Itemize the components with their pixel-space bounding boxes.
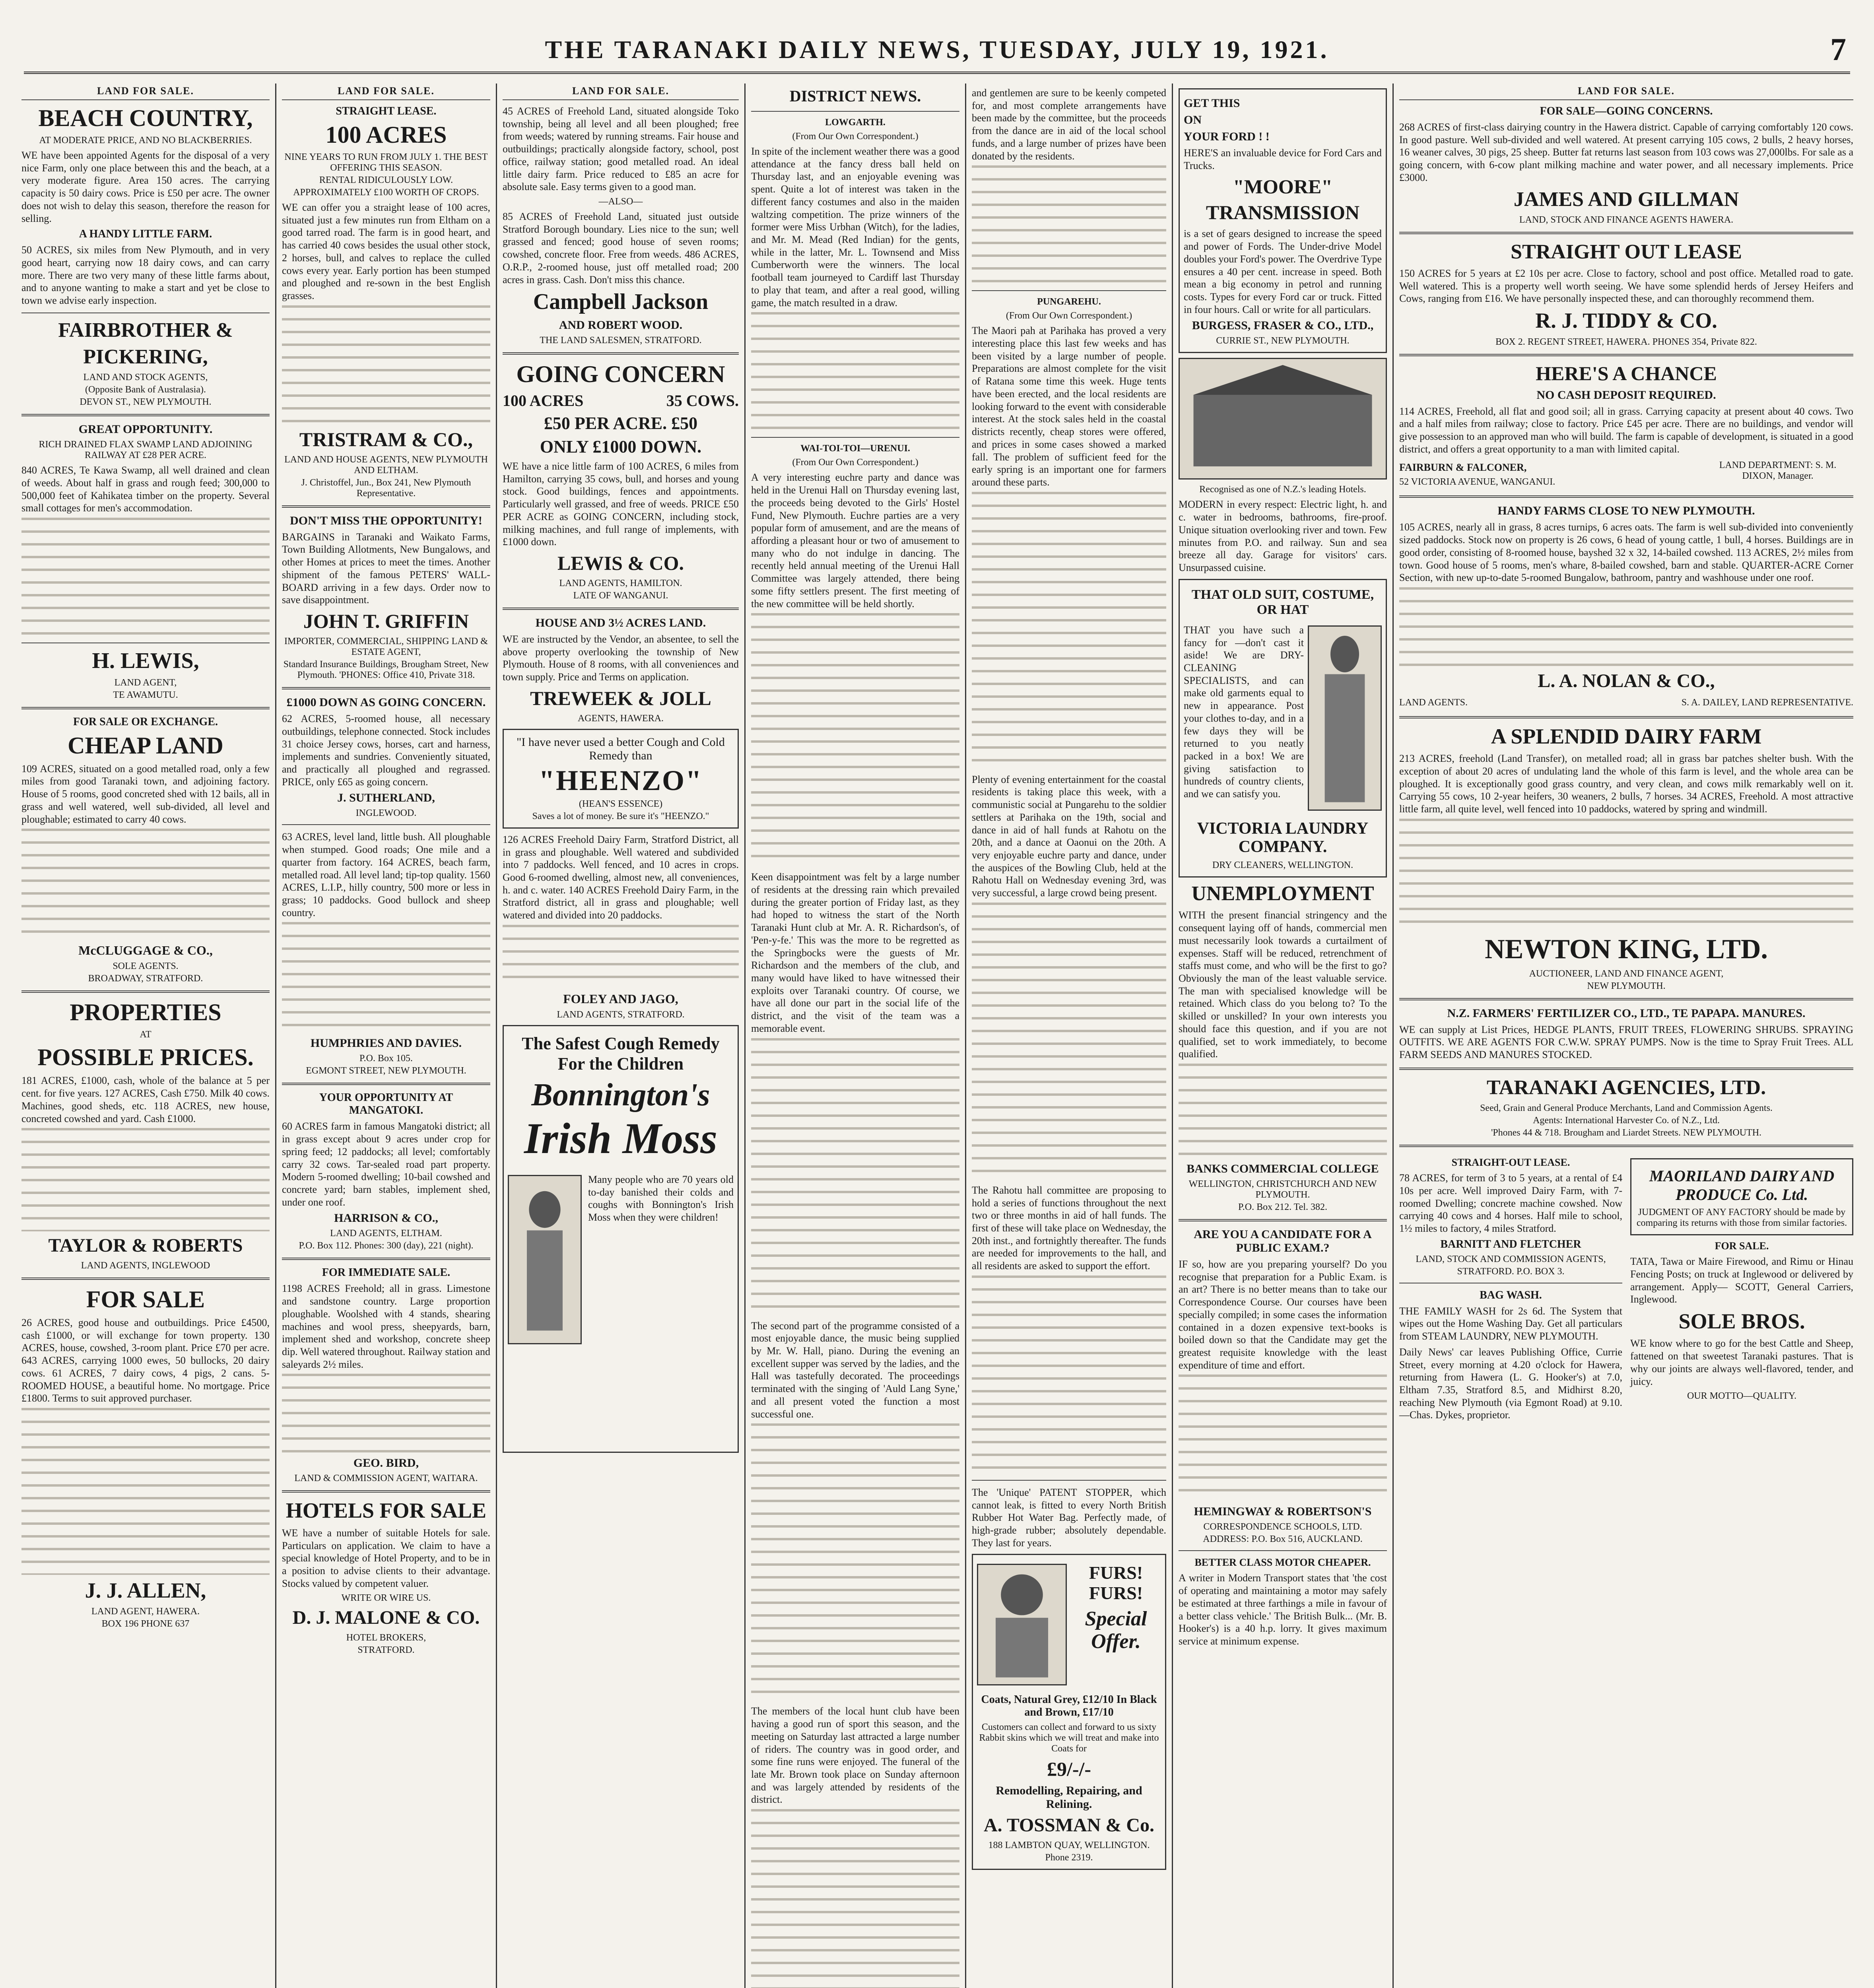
agent-detail: Standard Insurance Buildings, Brougham Street, New Plymouth. 'PHONES: Office 410, Private 318.: [283, 659, 489, 681]
ad-body: 105 ACRES, nearly all in grass, 8 acres turnips, 6 acres oats. The farm is well sub-divided into conveniently sized paddocks. Stock now on property is 26 cows, 6 head of young cattle, 1 bull, 4 horses. Buildings are in good order, consisting of 8-roomed house, bayshed 32 x 32, 14-bailed cowshed. 113 ACRES, 2½ miles from town. Good house of 5 rooms, men's whare, 8-bailed cowshed, barn and stable. QUARTER-ACRE Corner Section, with new up-to-date 5-roomed Bungalow, bathroom, pantry and washhouse under one roof.: [1399, 521, 1853, 584]
section-heading: LAND FOR SALE.: [1399, 85, 1853, 100]
maoriland-dairy-ad: [1630, 1158, 1853, 1235]
agent-detail: THE LAND SALESMEN, STRATFORD.: [540, 335, 702, 346]
ad-headline: POSSIBLE PRICES.: [37, 1044, 254, 1071]
article-body: The second part of the programme consisted of a most enjoyable dance, the music being supplied by Mr. W. Hall, piano. During the evening an excellent supper was served by the ladies, and the Hall was tastefully decorated. The proceedings terminated with the singing of 'Auld Lang Syne,' and all present voted the function a most successful one.: [751, 1320, 959, 1420]
agent-name: TAYLOR & ROBERTS: [48, 1235, 243, 1256]
hotel-illustration: [1179, 358, 1387, 480]
ad-headline: HERE'S A CHANCE: [1536, 362, 1717, 384]
agent-detail: AGENTS, HAWERA.: [577, 713, 664, 724]
agent-name: LEWIS & CO.: [557, 551, 684, 574]
agent-detail: LAND AGENTS.: [1399, 697, 1468, 708]
ad-heading: YOUR FORD ! !: [1184, 130, 1270, 143]
ad-text-continuation: [21, 1408, 270, 1575]
article-body: In spite of the inclement weather there was a good attendance at the fancy dress ball held on Thursday last, and an enjoyable evening was spent. Quite a lot of interest was taken in the different fancy costumes and also in the maiden waltzing competition. The prize winners of the former were Miss Urbhan (Witch), for the ladies, and Mr. M. Mead (Red Indian) for the gents, while in the latter, Mr. L. Townsend and Miss Cumberworth were the winners. The local football team journeyed to Cardiff last Thursday to play that team, and after a real good, willing game, the match resulted in a draw.: [751, 146, 959, 309]
ad-body: 109 ACRES, situated on a good metalled road, only a few miles from good Taranaki town, and adjoining factory. House of 5 rooms, good concreted shed with 12 bails, all in grass and well watered, well sub-divided, all level and ploughable; estimated to carry 40 cows.: [21, 763, 270, 825]
agent-name: Campbell Jackson: [533, 289, 709, 315]
ad-headline: UNEMPLOYMENT: [1191, 882, 1374, 905]
agent-name: JAMES AND GILLMAN: [1513, 188, 1739, 211]
article-body: and gentlemen are sure to be keenly competed for, and most complete arrangements have been made by the committee, but the proceeds from the dance are in aid of the local school funds, and a large number of prizes have been donated by the residents.: [972, 87, 1166, 162]
agent-detail: STRATFORD. P.O. BOX 3.: [1457, 1266, 1565, 1277]
child-illustration: [508, 1175, 582, 1344]
ad-heading: YOUR OPPORTUNITY AT MANGATOKI.: [319, 1091, 453, 1117]
article-body: A very interesting euchre party and dance was held in the Urenui Hall on Thursday evening last, the proceeds being devoted to the Girls' Hostel Fund, New Plymouth. Euchre parties are a very popular form of amusement, and are the means of affording a pleasant hour or two of amusement to many who do not indulge in dancing. The recently held annual meeting of the Urenui Hall Committee was largely attended, there being some fifty settlers present. The first meeting of the new committee will be held shortly.: [751, 472, 959, 610]
agent-name: J. SUTHERLAND,: [337, 791, 435, 805]
article-body: The members of the local hunt club have been having a good run of sport this season, and the meeting on Saturday last attracted a large number of riders. The country was in good order, and some fine runs were enjoyed. The funeral of the late Mr. Brown took place on Sunday afternoon and was largely attended by residents of the district.: [751, 1705, 959, 1806]
article-text-continuation: [751, 1423, 959, 1702]
agent-detail: (Opposite Bank of Australasia).: [85, 384, 206, 395]
ad-text-continuation: [1399, 587, 1853, 667]
ad-heading: STRAIGHT LEASE.: [336, 105, 437, 117]
ad-body: BARGAINS in Taranaki and Waikato Farms, Town Building Allotments, New Bungalows, and other Homes at prices to meet the times. Another shipment of the famous PETERS' WALL-BOARD arriving in a few days. Order now to save disappointment.: [282, 531, 490, 606]
agent-name: FAIRBROTHER &: [58, 318, 233, 342]
ad-headline: HOTELS FOR SALE: [285, 1499, 487, 1523]
agent-detail: BOX 196 PHONE 637: [101, 1619, 190, 1629]
agent-detail: LAND AND HOUSE AGENTS, NEW PLYMOUTH AND ELTHAM.: [284, 454, 488, 476]
article-text-continuation: [751, 1809, 959, 1988]
ad-subheading: AT: [140, 1029, 151, 1040]
ad-body: 1198 ACRES Freehold; all in grass. Limestone and sandstone country. Large proportion ploughable. Woolshed with 4 stands, shearing machines and wool press, sheepyards, barn, implement shed and workshop, concrete sheep dip. Well watered throughout. Railway station and saleyards 2½ miles.: [282, 1283, 490, 1370]
section-heading: DISTRICT NEWS.: [789, 87, 921, 105]
agent-name: BURGESS, FRASER & CO., LTD.,: [1192, 319, 1374, 332]
fur-ad: [972, 1554, 1166, 1870]
agent-detail: S. A. DAILEY, LAND REPRESENTATIVE.: [1681, 697, 1853, 708]
ad-headline: The Safest Cough Remedy For the Children: [522, 1033, 720, 1074]
agent-detail: J. Christoffel, Jun., Box 241, New Plymouth Representative.: [301, 477, 471, 499]
ad-figure-cows: 35 COWS.: [666, 391, 739, 410]
agent-name: BANKS COMMERCIAL COLLEGE: [1187, 1162, 1379, 1175]
ad-headline: GOING CONCERN: [516, 361, 725, 387]
agent-detail: LAND DEPARTMENT: S. M. DIXON, Manager.: [1719, 460, 1837, 481]
agent-block: [1399, 458, 1853, 489]
ad-body: WITH the present financial stringency and the consequent laying off of hands, commercial men must necessarily look towards a curtailment of expenses. Staff will be reduced, retrenchment of staffs must come, and who will be the first to go? Obviously the man of the least valuable service. The man with specialised knowledge will be retained. Which class do you belong to? To the skilled or unskilled? In your own interests you should face this question, and if you are not qualified, set to work immediately, to become qualified.: [1179, 909, 1387, 1060]
ad-subheading: WRITE OR WIRE US.: [341, 1593, 431, 1604]
ad-heading: ARE YOU A CANDIDATE FOR A PUBLIC EXAM.?: [1194, 1227, 1372, 1254]
article-body: The Rahotu hall committee are proposing to hold a series of functions throughout the next two or three months in aid of hall funds. The first of these will take place on Wednesday, the 20th inst., and fortnightly thereafter. The funds are needed for improvements to the hall, and all residents are asked to support the effort.: [972, 1184, 1166, 1272]
ad-body: 114 ACRES, Freehold, all flat and good soil; all in grass. Carrying capacity at present about 40 cows. Two and a half miles from railway; close to factory. Price £45 per acre. There are no buildings, and vendor will give possession to an approved man who will build. The farm is capable of development, is situated in a good district, and offers a great opportunity to a man with limited capital.: [1399, 405, 1853, 455]
article-byline: (From Our Own Correspondent.): [792, 131, 919, 142]
agent-detail: CURRIE ST., NEW PLYMOUTH.: [1216, 336, 1350, 346]
ad-quote: "I have never used a better Cough and Cold Remedy than: [517, 735, 725, 762]
ad-headline: FOR SALE: [86, 1286, 205, 1313]
ad-body: THE FAMILY WASH for 2s 6d. The System that wipes out the Home Washing Day. Get all particulars from STEAM LAUNDRY, NEW PLYMOUTH.: [1399, 1305, 1622, 1342]
agent-detail: HOTEL BROKERS,: [346, 1633, 426, 1643]
ad-heading: BAG WASH.: [1480, 1289, 1542, 1301]
agent-detail: P.O. Box 112. Phones: 300 (day), 221 (night).: [299, 1241, 474, 1251]
ad-subheading: Saves a lot of money. Be sure it's "HEENZO.": [532, 811, 709, 821]
ad-heading: STRAIGHT-OUT LEASE.: [1451, 1157, 1570, 1169]
article-text-continuation: [751, 312, 959, 431]
ad-heading: N.Z. FARMERS' FERTILIZER CO., LTD., TE PAPAPA. MANURES.: [1447, 1006, 1806, 1020]
ad-figure-down: ONLY £1000 DOWN.: [540, 437, 702, 456]
ad-heading: FOR SALE—GOING CONCERNS.: [1540, 105, 1713, 117]
ad-body: TATA, Tawa or Maire Firewood, and Rimu or Hinau Fencing Posts; on truck at Inglewood or delivered by arrangement. Apply— SCOTT, General Carriers, Inglewood.: [1630, 1256, 1853, 1305]
ad-subheading: Special Offer.: [1085, 1607, 1147, 1653]
agent-detail: LATE OF WANGANUI.: [573, 590, 668, 601]
agent-detail: 'Phones 44 & 718. Brougham and Liardet Streets. NEW PLYMOUTH.: [1491, 1128, 1762, 1138]
ad-headline: THAT OLD SUIT, COSTUME, OR HAT: [1191, 587, 1374, 617]
ad-text-continuation: [1179, 1375, 1387, 1502]
ad-figures: [503, 391, 739, 410]
ad-body: 62 ACRES, 5-roomed house, all necessary outbuildings, telephone connected. Stock includes 31 choice Jersey cows, horses, cart and harness, implements and sundries. Conveniently situated, and practically all ploughed and regrassed. PRICE, only £65 as going concern.: [282, 713, 490, 788]
ad-heading: A HANDY LITTLE FARM.: [79, 228, 212, 241]
ad-text-continuation: [21, 829, 270, 940]
column-4: [746, 83, 966, 1988]
agent-name: HEMINGWAY & ROBERTSON'S: [1194, 1505, 1372, 1518]
agent-detail: LAND AGENTS, INGLEWOOD: [81, 1260, 210, 1271]
man-in-suit-illustration: [1308, 625, 1382, 811]
ad-headline: FURS! FURS!: [1089, 1563, 1143, 1604]
article-heading: BETTER CLASS MOTOR CHEAPER.: [1194, 1557, 1371, 1569]
agent-name: GEO. BIRD,: [353, 1456, 419, 1470]
section-heading: LAND FOR SALE.: [282, 85, 490, 100]
agent-detail: ADDRESS: P.O. Box 516, AUCKLAND.: [1203, 1534, 1363, 1545]
agent-name: SOLE BROS.: [1678, 1309, 1805, 1333]
ad-body: 60 ACRES farm in famous Mangatoki district; all in grass except about 9 acres under crop for spring feed; 12 paddocks; all level; comfortably carry 32 cows. Tar-sealed road part property. Modern 5-roomed dwelling; 10-bail cowshed and concrete yard; barn stables, implement shed, under one roof.: [282, 1120, 490, 1208]
agent-name: D. J. MALONE & CO.: [292, 1607, 480, 1629]
agent-name: AND ROBERT WOOD.: [559, 318, 683, 332]
ad-body: 181 ACRES, £1000, cash, whole of the balance at 5 per cent. for five years. 127 ACRES, Cash £750. Milk 40 cows. Machines, good sheds, etc. 118 ACRES, new house, concreted cowshed and yard. Cash £1000.: [21, 1075, 270, 1124]
agent-detail: LAND AGENTS, STRATFORD.: [557, 1009, 685, 1020]
article-byline: (From Our Own Correspondent.): [1006, 311, 1132, 321]
agent-detail: P.O. Box 212. Tel. 382.: [1238, 1202, 1327, 1212]
ad-price: £9/-/-: [1047, 1758, 1091, 1780]
ad-headline: TRANSMISSION: [1206, 201, 1360, 224]
ad-body: WE have a number of suitable Hotels for sale. Particulars on application. We claim to have a special knowledge of Hotel Property, and to be in a position to advise clients to their advantage. Stocks valued by competent valuer.: [282, 1527, 490, 1589]
article-text-continuation: [972, 492, 1166, 770]
ad-body: 78 ACRES, for term of 3 to 5 years, at a rental of £4 10s per acre. Well improved Dairy Farm, with 7-roomed Dwelling; concrete machine cowshed. Now carrying 40 cows and 4 horses. Half mile to school, 1½ miles to factory, 4 miles Stratford.: [1399, 1172, 1622, 1234]
agent-detail: CORRESPONDENCE SCHOOLS, LTD.: [1203, 1522, 1362, 1532]
ad-body: WE know where to go for the best Cattle and Sheep, fattened on that sweetest Taranaki pastures. That is why our joints are always well-flavored, tender, and juicy.: [1630, 1338, 1853, 1387]
ad-figure-price: £50 PER ACRE. £50: [544, 413, 698, 433]
ad-text-continuation: [1399, 819, 1853, 930]
ad-body: 85 ACRES of Freehold Land, situated just outside Stratford Borough boundary. Lies nice to the sun; well grassed and fenced; good house of seven rooms; cowshed, concrete floor. Free from weeds. 486 ACRES, O.R.P., 2-roomed house, just off metalled road; 200 acres in grass. Cash. Don't miss this chance.: [503, 211, 739, 285]
ad-subheading: —ALSO—: [598, 196, 643, 207]
agent-detail: 52 VICTORIA AVENUE, WANGANUI.: [1399, 477, 1556, 487]
article-heading: LOWGARTH.: [825, 117, 886, 128]
ad-headline: STRAIGHT OUT LEASE: [1511, 240, 1742, 263]
ad-figure-acres: 100 ACRES: [503, 391, 584, 410]
ad-headline: 100 ACRES: [325, 122, 447, 148]
ad-headline: "HEENZO": [538, 764, 703, 796]
agent-detail: Seed, Grain and General Produce Merchants, Land and Commission Agents.: [1480, 1103, 1773, 1114]
ad-body: 150 ACRES for 5 years at £2 10s per acre. Close to factory, school and post office. Metalled road to gate. Well watered. This is a property well worth seeing. We have some splendid herds of Jersey Heifers and Cows, ranging from £16. We have personally inspected these, and can thoroughly recommend them.: [1399, 267, 1853, 305]
ad-text-continuation: [282, 922, 490, 1033]
ad-subheading: RICH DRAINED FLAX SWAMP LAND ADJOINING RAILWAY AT £28 PER ACRE.: [39, 439, 252, 461]
agent-name: NEWTON KING, LTD.: [1485, 934, 1768, 965]
ad-body: Customers can collect and forward to us sixty Rabbit skins which we will treat and make into Coats for: [979, 1722, 1159, 1754]
column-7: [1394, 83, 1859, 1988]
ad-body: 63 ACRES, level land, little bush. All ploughable when stumped. Good roads; One mile and a quarter from factory. 164 ACRES, beach farm, metalled road. All level land; tip-top quality. 1560 ACRES, L.I.P., hilly country, 500 more or less in grass; 10 paddocks. Good bullock and sheep country.: [282, 831, 490, 918]
agent-detail: LAND AGENT,: [114, 677, 177, 688]
agent-detail: SOLE AGENTS.: [113, 961, 179, 972]
agent-name: FOLEY AND JAGO,: [563, 991, 678, 1006]
ad-headline: MAORILAND DAIRY AND PRODUCE Co. Ltd.: [1649, 1167, 1835, 1204]
agent-detail: Phone 2319.: [1045, 1852, 1093, 1863]
column-1: [16, 83, 276, 1988]
image-caption: Recognised as one of N.Z.'s leading Hotels.: [1199, 484, 1366, 495]
agent-block: [1399, 696, 1853, 710]
ad-heading: FOR SALE OR EXCHANGE.: [73, 715, 218, 728]
article-text-continuation: [972, 903, 1166, 1181]
ad-headline: A SPLENDID DAIRY FARM: [1491, 724, 1762, 748]
ad-motto: OUR MOTTO—QUALITY.: [1687, 1391, 1797, 1402]
agent-detail: TE AWAMUTU.: [113, 689, 178, 700]
heenzo-ad: [503, 729, 739, 829]
agent-detail: LAND, STOCK AND FINANCE AGENTS HAWERA.: [1519, 214, 1734, 225]
article-heading: PUNGAREHU.: [1037, 297, 1101, 307]
ad-body: THAT you have such a fancy for —don't cast it aside! We are DRY-CLEANING SPECIALISTS, and can make old garments equal to new in appearance. Post your clothes to-day, and in a few days they will be returned to you neatly packed in a box! We are giving satisfaction to hundreds of country clients, and we can satisfy you.: [1184, 624, 1304, 800]
ad-text-continuation: [21, 1128, 270, 1231]
article-heading: WAI-TOI-TOI—URENUI.: [800, 443, 910, 454]
agent-name: R. J. TIDDY & CO.: [1535, 309, 1717, 333]
ad-body: WE can offer you a straight lease of 100 acres, situated just a few minutes run from Eltham on a good tarred road. The farm is in good heart, and has carried 40 cows besides the usual other stock, 2 horses, bull, and calves to replace the culled cows every year. Early portion has been stumped and ploughed and re-sown in the best English grasses.: [282, 202, 490, 302]
page-number: 7: [1830, 32, 1846, 67]
ad-body: 45 ACRES of Freehold Land, situated alongside Toko township, being all level and all been ploughed; free from weeds; watered by running streams. Fair house and outbuildings; practically alongside factory, school, post office, railway station; good metalled road. An ideal little dairy farm. Price reduced to £85 an acre for absolute sale. Easy terms given to a good man.: [503, 105, 739, 193]
ad-body: Daily News' car leaves Publishing Office, Currie Street, every morning at 4.20 o'clock for Hawera, returning from Hawera (L. G. Hooker's) at 7.0, Eltham 7.35, Stratford 8.5, and Midhirst 8.20, reaching New Plymouth (via Egmont Road) at 9.10.—Chas. Dykes, proprietor.: [1399, 1346, 1622, 1421]
ad-body: JUDGMENT OF ANY FACTORY should be made by comparing its returns with those from similar factories.: [1636, 1207, 1847, 1229]
ad-heading: FOR SALE.: [1715, 1240, 1769, 1252]
ad-subheading: APPROXIMATELY £100 WORTH OF CROPS.: [293, 187, 479, 198]
ad-subheading: (HEAN'S ESSENCE): [579, 798, 663, 809]
agent-name: L. A. NOLAN & CO.,: [1538, 670, 1715, 691]
ad-body: Many people who are 70 years old to-day banished their colds and coughs with Bonnington's Irish Moss when they were children!: [588, 1173, 734, 1223]
ad-body: WE are instructed by the Vendor, an absentee, to sell the above property overlooking the township of New Plymouth. House of 8 rooms, with all conveniences and town supply. Price and Terms on application.: [503, 633, 739, 683]
agent-detail: LAND AGENT, HAWERA.: [91, 1606, 200, 1617]
agent-detail: NEW PLYMOUTH.: [1587, 980, 1666, 991]
agent-detail: LAND & COMMISSION AGENT, WAITARA.: [294, 1473, 478, 1484]
article-text-continuation: [972, 165, 1166, 285]
agent-detail: AUCTIONEER, LAND AND FINANCE AGENT,: [1529, 968, 1724, 979]
article-body: The Maori pah at Parihaka has proved a very interesting place this last few weeks and has been visited by a large number of people. Preparations are almost complete for the visit of Ratana some time this week. Huge tents have been erected, and the local residents are looking forward to the event with considerable interest. At the stock sales held in the coastal districts recently, cheap stores were offered, and prices in some cases showed a marked fall. The problem of sufficient feed for the early spring is an important one for farmers around these parts.: [972, 325, 1166, 488]
article-text-continuation: [972, 1276, 1166, 1474]
ad-heading: GREAT OPPORTUNITY.: [78, 423, 213, 436]
ad-price-line: Coats, Natural Grey, £12/10 In Black and Brown, £17/10: [981, 1693, 1157, 1719]
agent-detail: BROADWAY, STRATFORD.: [88, 973, 203, 984]
article-text-continuation: [751, 1038, 959, 1316]
agent-name: McCLUGGAGE & CO.,: [78, 943, 213, 958]
ad-body: 126 ACRES Freehold Dairy Farm, Stratford District, all in grass and ploughable. Well watered and subdivided into 7 paddocks. Well fenced, and 10 acres in crops. Good 6-roomed dwelling, almost new, all conveniences, h. and c. water. 140 ACRES Freehold Dairy Farm, in the Stratford district, all in grass and ploughable; well watered and divided into 20 paddocks.: [503, 833, 739, 921]
agent-detail: WELLINGTON, CHRISTCHURCH AND NEW PLYMOUTH.: [1188, 1178, 1377, 1200]
agent-name: A. TOSSMAN & Co.: [984, 1815, 1154, 1836]
agent-detail: DRY CLEANERS, WELLINGTON.: [1212, 860, 1354, 871]
ad-body: 213 ACRES, freehold (Land Transfer), on metalled road; all in grass bar patches shelter bush. With the exception of about 20 acres of undulating land the whole of this farm is level, and the whole area can be ploughed. It is exceptionally good grass country, and very clean, and cows milk remarkably well on it. Carrying 55 cows, 10 2-year heifers, 30 weaners, 2 bulls, 7 horses. 34 ACRES, Freehold. A most attractive little farm, all quite level, well fenced into 10 paddocks, watered by spring and windmill.: [1399, 753, 1853, 815]
ad-subheading: RENTAL RIDICULOUSLY LOW.: [319, 175, 453, 185]
agent-detail: IMPORTER, COMMERCIAL, SHIPPING LAND & ESTATE AGENT,: [284, 636, 488, 658]
article-byline: (From Our Own Correspondent.): [792, 457, 919, 468]
ad-heading: DON'T MISS THE OPPORTUNITY!: [290, 514, 482, 527]
agent-name: TARANAKI AGENCIES, LTD.: [1486, 1076, 1766, 1099]
agent-detail: 188 LAMBTON QUAY, WELLINGTON.: [988, 1840, 1150, 1851]
ad-text-continuation: [282, 305, 490, 425]
ad-services: Remodelling, Repairing, and Relining.: [996, 1784, 1142, 1811]
ad-body: 268 ACRES of first-class dairying country in the Hawera district. Capable of carrying comfortably 120 cows. In good pasture. Well sub-divided and well watered. At present carrying 105 cows, 2 bulls, 2 heavy horses, 16 weaner calves, 30 pigs, 25 sheep. Butter fat returns last season from 103 cows was 27,000lbs. For sale as a going concern, with 6-cow plant milking machine and water power, and all necessary implements. Price £3000.: [1399, 121, 1853, 183]
ad-body: 50 ACRES, six miles from New Plymouth, and in very good heart, carrying now 18 dairy cows, and can carry more. There are two very many of these little farms about, and to anyone wanting to make a start and yet be close to town we advise early inspection.: [21, 244, 270, 307]
ad-headline: BEACH COUNTRY,: [38, 105, 253, 131]
ad-heading: HOUSE AND 3½ ACRES LAND.: [535, 616, 706, 629]
agent-name: FAIRBURN & FALCONER,: [1399, 462, 1527, 474]
agent-name: BARNITT AND FLETCHER: [1440, 1238, 1581, 1250]
ad-product: Irish Moss: [524, 1114, 718, 1163]
agent-name: PICKERING,: [83, 346, 208, 369]
page-title: THE TARANAKI DAILY NEWS, TUESDAY, JULY 19, 1921.: [545, 35, 1329, 64]
moore-transmission-ad: [1179, 88, 1387, 353]
agent-name: VICTORIA LAUNDRY COMPANY.: [1197, 819, 1369, 856]
column-3: [497, 83, 746, 1988]
ad-body: HERE'S an invaluable device for Ford Cars and Trucks.: [1184, 147, 1382, 171]
agent-detail: STRATFORD.: [357, 1645, 415, 1656]
article-body: A writer in Modern Transport states that 'the cost of operating and maintaining a motor may safely be estimated at three farthings a mile in favour of a better class vehicle.' The British Bulk... (Mr. B. Hooker's) is a 40 h.p. lorry. It gives maximum service at minimum expense.: [1179, 1572, 1387, 1647]
ad-body: 26 ACRES, good house and outbuildings. Price £4500, cash £1000, or will exchange for town property. 130 ACRES, house, cowshed, 3-room plant. Price £70 per acre. 643 ACRES, carrying 1000 ewes, 50 bullocks, 20 dairy cows. 61 ACRES, 7 dairy cows, 4 pigs, 2 cans. 5-ROOMED HOUSE, a beautiful home. No mortgage. Price £1800. Terms to suit approved purchaser.: [21, 1317, 270, 1404]
agent-detail: BOX 2. REGENT STREET, HAWERA. PHONES 354, Private 822.: [1495, 336, 1757, 347]
section-heading: LAND FOR SALE.: [503, 85, 739, 100]
article-text-continuation: [751, 613, 959, 868]
agent-name: HARRISON & CO.,: [334, 1211, 438, 1225]
ad-headline: PROPERTIES: [70, 999, 221, 1026]
column-6: [1173, 83, 1394, 1988]
ad-brand: Bonnington's: [531, 1077, 710, 1112]
ad-body: WE can supply at List Prices, HEDGE PLANTS, FRUIT TREES, FLOWERING SHRUBS. SPRAYING OUTFITS. WE ARE AGENTS FOR C.W.W. SPRAY PUMPS. Now is the time to Spray Fruit Trees. ALL FARM SEEDS AND MANURES STOCKED.: [1399, 1023, 1853, 1061]
agent-detail: LAND AND STOCK AGENTS,: [83, 372, 208, 383]
agent-detail: P.O. Box 105.: [359, 1053, 413, 1064]
ad-headline: CHEAP LAND: [68, 732, 223, 759]
ad-heading: GET THIS: [1184, 97, 1240, 110]
agent-detail: INGLEWOOD.: [355, 808, 417, 819]
ad-heading: ON: [1184, 113, 1202, 126]
ad-body: 840 ACRES, Te Kawa Swamp, all well drained and clean of weeds. About half in grass and rough feed; 300,000 to 500,000 feet of Kahikatea timber on the property. Several small cottages for men's accommodation.: [21, 464, 270, 514]
woman-illustration: [977, 1564, 1067, 1685]
ad-body: IF so, how are you preparing yourself? Do you recognise that preparation for a Public Exam. is an art? There is no better means than to take our Correspondence Course. Our courses have been specially compiled; in some cases the information contained in a dozen expensive text-books is boiled down so that the Candidate may get the greatest requisite knowledge with the least expenditure of time and effort.: [1179, 1258, 1387, 1371]
ad-heading: HANDY FARMS CLOSE TO NEW PLYMOUTH.: [1497, 504, 1755, 518]
ad-body: WE have a nice little farm of 100 ACRES, 6 miles from Hamilton, carrying 35 cows, bull, and horses and young stock. Good buildings, fences and appointments. Particularly well grassed, and free of weeds. PRICE £50 PER ACRE as GOING CONCERN, including stock, milking machines, and full range of implements, with £1000 down.: [503, 460, 739, 548]
column-2: [276, 83, 497, 1988]
victoria-laundry-ad: [1179, 579, 1387, 878]
agent-name: JOHN T. GRIFFIN: [303, 610, 469, 633]
ad-subheading: NINE YEARS TO RUN FROM JULY 1. THE BEST OFFERING THIS SEASON.: [284, 152, 488, 173]
masthead: [24, 28, 1850, 74]
agent-detail: LAND AGENTS, HAMILTON.: [559, 578, 682, 588]
column-5: [966, 83, 1173, 1988]
ad-body: MODERN in every respect: Electric light, h. and c. water in bedrooms, bathrooms, fire-proof. Unique situation overlooking river and town. Few minutes from P.O. and railway. Sun and sea breeze all day. Garage for visitors' cars. Unsurpassed cuisine.: [1179, 499, 1387, 574]
agent-detail: LAND, STOCK AND COMMISSION AGENTS,: [1416, 1254, 1606, 1264]
ad-body: WE have been appointed Agents for the disposal of a very nice Farm, only one place between this and the beach, at a very moderate figure. Area 150 acres. The carrying capacity is 50 dairy cows. Price is £50 per acre. The owner does not wish to delay this season, therefore the reason for selling.: [21, 149, 270, 224]
agent-name: HUMPHRIES AND DAVIES.: [310, 1037, 462, 1050]
agent-name: H. LEWIS,: [92, 648, 199, 674]
article-body: Plenty of evening entertainment for the coastal residents is taking place this week, with a communistic social at Pungarehu to the soldier settlers at Parihaka on the 19th, social and dance in aid of hall funds at Rahotu on the 20th, and a dance at Oaonui on the 20th. A very enjoyable euchre party and dance, under the auspices of the Bowling Club, held at the Rahotu Hall on Wednesday evening 3rd, was very successful, a large crowd being present.: [972, 773, 1166, 899]
bottom-split: [1399, 1153, 1853, 1425]
ad-text-continuation: [1179, 1064, 1387, 1159]
agent-detail: EGMONT STREET, NEW PLYMOUTH.: [306, 1066, 466, 1076]
ad-text-continuation: [21, 518, 270, 637]
agent-detail: Agents: International Harvester Co. of N.Z., Ltd.: [1533, 1115, 1720, 1126]
agent-detail: DEVON ST., NEW PLYMOUTH.: [80, 397, 212, 408]
ad-text-continuation: [282, 1374, 490, 1453]
agent-name: J. J. ALLEN,: [85, 1578, 206, 1603]
ad-text-continuation: [503, 925, 739, 988]
ad-heading: £1000 DOWN AS GOING CONCERN.: [286, 696, 486, 709]
ad-heading: FOR IMMEDIATE SALE.: [322, 1266, 451, 1279]
agent-detail: LAND AGENTS, ELTHAM.: [330, 1228, 442, 1239]
ad-subheading: AT MODERATE PRICE, AND NO BLACKBERRIES.: [39, 135, 252, 146]
irish-moss-ad: [503, 1025, 739, 1453]
ad-headline: "MOORE": [1233, 175, 1332, 198]
article-body: Keen disappointment was felt by a large number of residents at the dressing rain which prevailed during the greater portion of Friday last, as they had hoped to witness the start of the North Taranaki Hunt club at Mr. A. R. Richardson's, of 'Pen-y-fe.' This was the more to be regretted as the Springbocks were the guests of Mr. Richardson and the members of the club, and many would have liked to have witnessed their exploits over Taranaki country. Of course, we have all done our part in the social life of the district, and the visit of the team was a memorable event.: [751, 871, 959, 1034]
ad-body: is a set of gears designed to increase the speed and power of Fords. The Under-drive Model doubles your Ford's power. The Overdrive Type ensures a 40 per cent. increase in speed. Both mean a big economy in petrol and running costs. Types for every Ford car or truck. Fitted in four hours. Call or write for all particulars.: [1184, 228, 1382, 315]
ad-body: The 'Unique' PATENT STOPPER, which cannot leak, is fitted to every North British Rubber Hot Water Bag. Perfectly made, of high-grade rubber; absolutely dependable. They last for years.: [972, 1486, 1166, 1549]
agent-name: TRISTRAM & CO.,: [299, 428, 473, 450]
agent-name: TREWEEK & JOLL: [530, 687, 711, 709]
ad-subheading: NO CASH DEPOSIT REQUIRED.: [1536, 388, 1716, 402]
section-heading: LAND FOR SALE.: [21, 85, 270, 100]
